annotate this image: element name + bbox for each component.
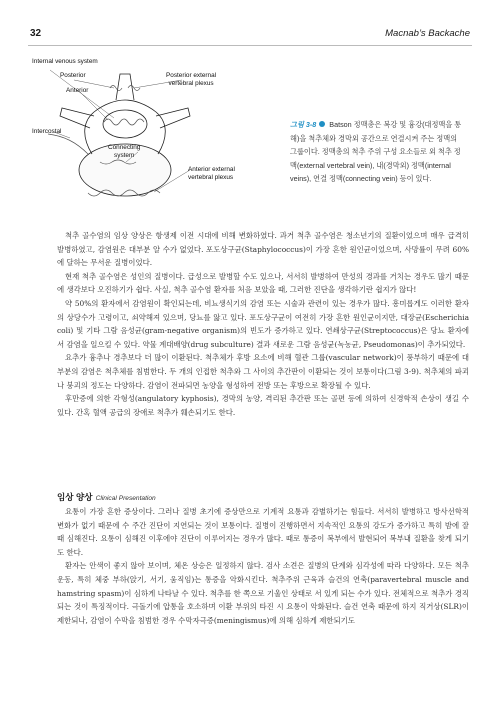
section-paragraph: 요통이 가장 흔한 증상이다. 그러나 질병 초기에 증상만으로 기계적 요통과 감별하기는 힘들다. 서서히 발병하고 방사선학적 변화가 없기 때문에 수 주간 진단이 지연되는 것이 보통이다. 질병이 진행하면서 지속적인 요통의 강도가 증가하고 특히 밤에 잘 때 심해진다. 요통이 심해진 이후에야 진단이 이루어지는 경우가 많다. 때로 통증이 복부에서 발현되어 복부내 질환을 찾게 되기도 한다. bbox=[57, 507, 469, 557]
body-paragraph: 척추 골수염의 임상 양상은 항생제 이전 시대에 비해 변화하였다. 과거 척추 골수염은 청소년기의 질환이었으며 매우 급격히 발병하였고, 감염원은 대부분 알 수가 없었다. 포도상구균(Staphylococcus)이 가장 흔한 원인균이었으며, 사망률이 무려 60%에 달하는 무서운 질병이었다. bbox=[57, 231, 469, 268]
caption-bullet-icon bbox=[319, 121, 325, 127]
figure-caption bbox=[290, 118, 464, 186]
body-paragraph: 후만증에 의한 각형성(angulatory kyphosis), 경막의 농양, 격리된 추간판 또는 골편 등에 의하여 신경학적 손상이 생길 수 있다. 간혹 혈액 공급의 장애로 척추가 훼손되기도 한다. bbox=[57, 394, 469, 417]
body-paragraph: 요추가 흉추나 경추보다 더 많이 이환된다. 척추체가 후방 요소에 비해 혈관 그룹(vascular network)이 풍부하기 때문에 대부분의 감염은 척추체를 침범한다. 두 개의 인접한 척추와 그 사이의 추간판이 이환되는 것이 보통이다(그림 3-9). 척추체의 파괴나 붕괴의 정도는 다양하다. 감염이 전파되면 농양을 형성하여 전방 또는 후방으로 확장될 수 있다. bbox=[57, 353, 469, 390]
label-anterior: Anterior bbox=[66, 87, 89, 94]
label-connecting-system: Connecting system bbox=[108, 144, 141, 159]
page-number: 32 bbox=[30, 28, 42, 39]
section-heading-ko: 임상 양상 bbox=[57, 492, 93, 502]
section-body bbox=[57, 505, 469, 627]
label-internal-venous-system: Internal venous system bbox=[32, 58, 98, 65]
caption-text: Batson 정맥총은 복강 및 흉강(대정맥을 통해)을 척추체와 경막외 공간으로 연결시켜 주는 정맥의 그룹이다. 정맥총의 척추 주위 구성 요소들로 외 척추 정맥(external vertebral vein), 내(경막외) 정맥(internal veins), 연결 정맥(connecting vein) 등이 있다. bbox=[290, 120, 462, 184]
label-posterior: Posterior bbox=[60, 72, 86, 79]
section-heading bbox=[57, 491, 156, 503]
section-heading-en: Clinical Presentation bbox=[95, 495, 156, 502]
body-paragraph: 현재 척추 골수염은 성인의 질병이다. 급성으로 발병할 수도 있으나, 서서히 발병하여 만성의 경과를 거치는 경우도 많기 때문에 생각보다 오진하기가 쉽다. 사실, 척추 골수염 환자를 처음 보았을 때, 그러한 진단을 생각하기란 쉽지가 않다! bbox=[57, 271, 469, 295]
spinous-process bbox=[116, 74, 134, 100]
intercostal-vein bbox=[48, 134, 88, 154]
label-posterior-external-plexus: Posterior external vertebral plexus bbox=[166, 72, 217, 87]
section-paragraph: 환자는 안색이 좋지 않아 보이며, 체온 상승은 일정하지 않다. 검사 소견은 질병의 단계와 심각성에 따라 다양하다. 모든 척추 운동, 특히 체중 부하(앉기, 서기, 움직임)는 통증을 악화시킨다. 척추주위 근육과 슬건의 연축(paravertebral muscle and hamstring spasm)이 심하게 나타날 수 있다. 척추를 한 쪽으로 기울인 상태로 서 있게 되는 수가 있다. 전체적으로 척추가 경직되는 것이 특징적이다. 극돌기에 압통을 호소하며 이환 부위의 타진 시 요통이 악화된다. 슬건 연축 때문에 하지 직거상(SLR)이 제한되나, 감염이 수막을 침범한 경우 수막자극증(meningismus)에 의해 심하게 제한되기도 bbox=[57, 561, 469, 625]
body-paragraph: 약 50%의 환자에서 감염원이 확인되는데, 비뇨생식기의 감염 또는 시술과 관련이 있는 경우가 많다. 흥미롭게도 이러한 환자의 상당수가 고령이고, 쇠약해져 있으며, 당뇨를 앓고 있다. 포도상구균이 여전히 가장 흔한 원인균이지만, 대장균(Escherichia coli) 및 기타 그람 음성균(gram-negative organism)의 빈도가 증가하고 있다. 연쇄상구균(Streptococcus)은 당뇨 환자에서 감염을 일으킬 수 있다. 약물 계대배양(drug subculture) 결과 새로운 그람 음성균(녹농균, Pseudomonas)이 추가되었다. bbox=[57, 298, 469, 349]
header-rule bbox=[28, 45, 472, 46]
posterior-external-plexus bbox=[110, 86, 140, 91]
label-anterior-external-plexus: Anterior external vertebral plexus bbox=[188, 166, 235, 181]
spinal-canal bbox=[103, 110, 147, 138]
vertebra-venous-figure bbox=[30, 58, 290, 208]
caption-number: 그림 3-8 bbox=[290, 120, 317, 129]
label-intercostal: Intercostal bbox=[32, 128, 62, 135]
running-title: Macnab’s Backache bbox=[385, 28, 470, 39]
vertebra-illustration bbox=[30, 58, 290, 208]
main-body bbox=[57, 229, 469, 419]
